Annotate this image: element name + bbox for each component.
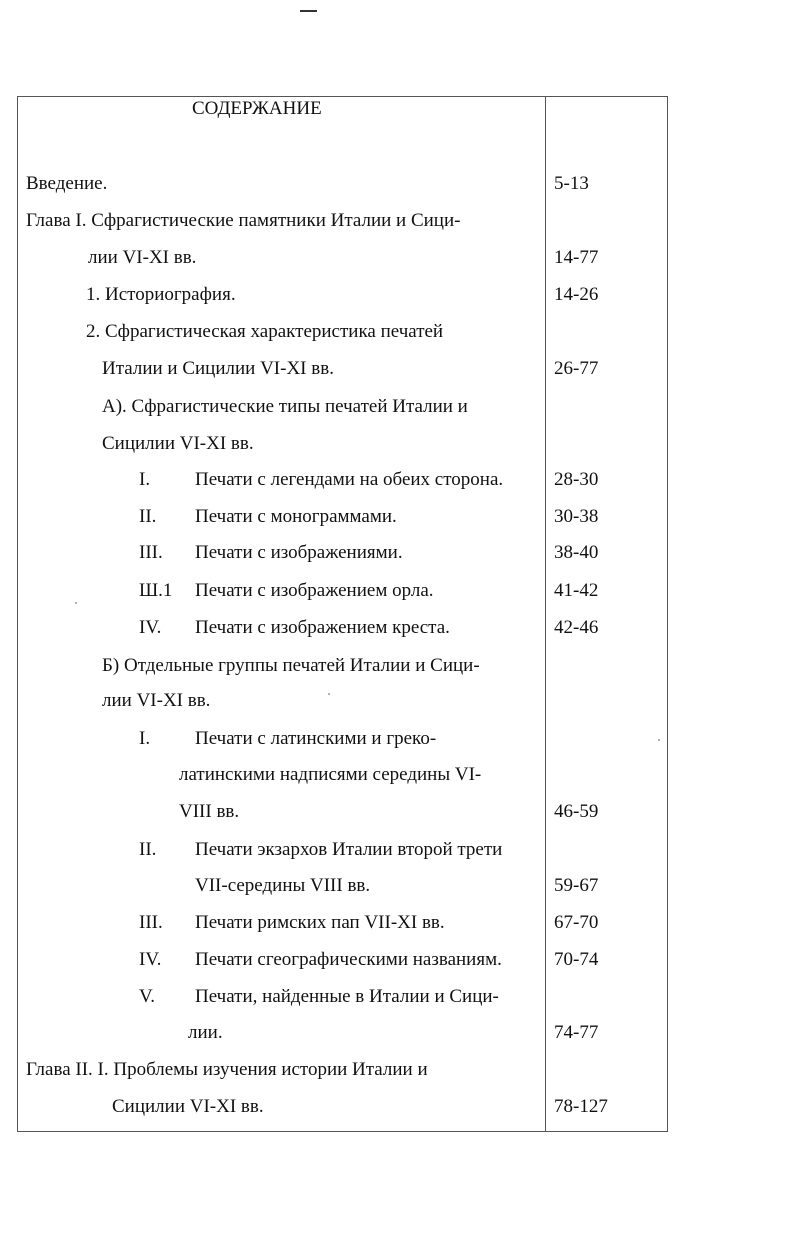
entry-characteristics-cont: Италии и Сицилии VI-XI вв.: [102, 358, 334, 379]
page-number: 38-40: [554, 542, 599, 563]
page-number: 14-77: [554, 247, 599, 268]
entry-a2: Печати с монограммами.: [195, 506, 397, 527]
page-number: 46-59: [554, 801, 599, 822]
page-number: 41-42: [554, 580, 599, 601]
entry-section-b-cont: лии VI-XI вв.: [102, 690, 211, 711]
entry-number: I.: [139, 469, 151, 490]
column-divider: [545, 96, 546, 1132]
entry-chapter-2-cont: Сицилии VI-XI вв.: [112, 1096, 264, 1117]
entry-number: V.: [139, 986, 156, 1007]
entry-number: IV.: [139, 949, 162, 970]
entry-b1: Печати с латинскими и греко-: [195, 728, 437, 749]
entry-characteristics: 2. Сфрагистическая характеристика печатей: [86, 321, 444, 342]
entry-number: I.: [139, 728, 151, 749]
entry-section-a-cont: Сицилии VI-XI вв.: [102, 433, 254, 454]
entry-number: II.: [139, 506, 157, 527]
entry-section-b: Б) Отдельные группы печатей Италии и Сици-: [102, 655, 480, 676]
entry-chapter-2: Глава II. I. Проблемы изучения истории Италии и: [26, 1059, 428, 1080]
entry-historiography: 1. Историография.: [86, 284, 236, 305]
entry-b5: Печати, найденные в Италии и Сици-: [195, 986, 499, 1007]
page-number: 28-30: [554, 469, 599, 490]
entry-b2-cont: VII-середины VIII вв.: [195, 875, 371, 896]
page-number: 70-74: [554, 949, 599, 970]
page-number: 42-46: [554, 617, 599, 638]
entry-number: III.: [139, 542, 163, 563]
entry-number: III.: [139, 912, 163, 933]
entry-b1-cont: латинскими надписями середины VI-: [179, 764, 482, 785]
entry-number: IV.: [139, 617, 162, 638]
entry-a3-1: Печати с изображением орла.: [195, 580, 434, 601]
scan-speck: [658, 739, 660, 741]
entry-b5-cont: лии.: [188, 1022, 223, 1043]
entry-chapter-1-cont: лии VI-XI вв.: [88, 247, 197, 268]
entry-b3: Печати римских пап VII-XI вв.: [195, 912, 445, 933]
page-title: СОДЕРЖАНИЕ: [192, 98, 322, 119]
page-number: 78-127: [554, 1096, 608, 1117]
page-number: 14-26: [554, 284, 599, 305]
scan-mark: [300, 10, 317, 12]
entry-chapter-1: Глава I. Сфрагистические памятники Италии и Сици-: [26, 210, 461, 231]
entry-a4: Печати с изображением креста.: [195, 617, 450, 638]
entry-a1: Печати с легендами на обеих сторона.: [195, 469, 504, 490]
page-number: 59-67: [554, 875, 599, 896]
entry-number: Ш.1: [139, 580, 173, 601]
page-number: 74-77: [554, 1022, 599, 1043]
entry-number: II.: [139, 839, 157, 860]
entry-section-a: А). Сфрагистические типы печатей Италии и: [102, 396, 468, 417]
entry-b4: Печати сгеографическими названиям.: [195, 949, 502, 970]
page-number: 67-70: [554, 912, 599, 933]
entry-b1-cont: VIII вв.: [179, 801, 240, 822]
page-number: 26-77: [554, 358, 599, 379]
page-number: 30-38: [554, 506, 599, 527]
entry-b2: Печати экзархов Италии второй трети: [195, 839, 503, 860]
scan-speck: [75, 602, 77, 604]
entry-a3: Печати с изображениями.: [195, 542, 403, 563]
scan-speck: [328, 693, 330, 695]
entry-introduction: Введение.: [26, 173, 108, 194]
page-number: 5-13: [554, 173, 589, 194]
